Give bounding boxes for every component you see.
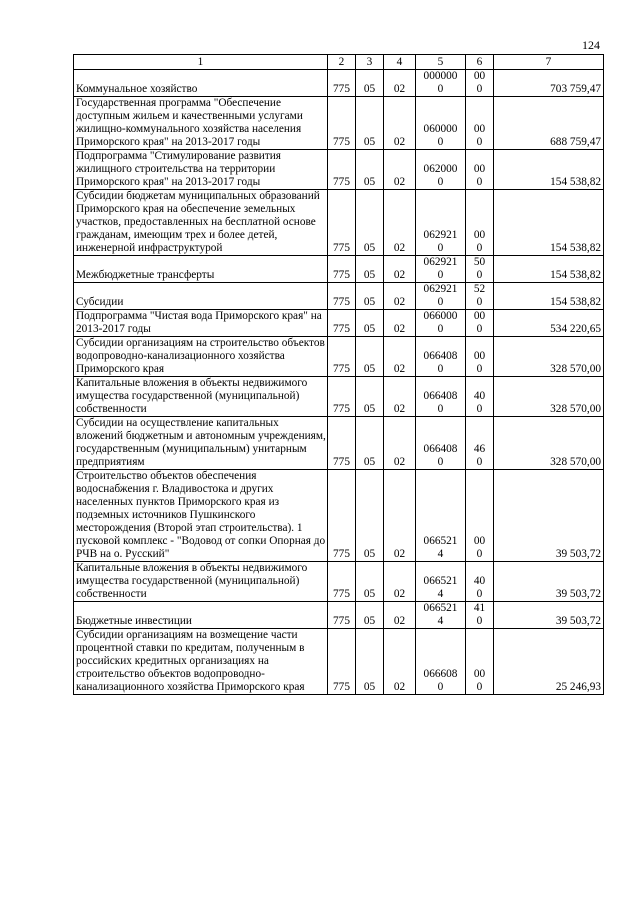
row-name: Субсидии организациям на строительство объектов водопроводно-канализационного хозяйства Приморского края xyxy=(74,337,328,377)
row-section-code: 05 xyxy=(356,256,384,283)
header-col-5: 5 xyxy=(416,55,466,70)
row-subsection-code: 02 xyxy=(384,337,416,377)
row-expense-type: 00 0 xyxy=(466,190,494,256)
header-col-4: 4 xyxy=(384,55,416,70)
header-col-1: 1 xyxy=(74,55,328,70)
row-subsection-code: 02 xyxy=(384,470,416,562)
budget-table xyxy=(73,54,604,695)
header-row xyxy=(74,55,604,70)
row-amount: 39 503,72 xyxy=(494,602,604,629)
row-expense-type: 40 0 xyxy=(466,562,494,602)
row-amount: 154 538,82 xyxy=(494,283,604,310)
row-ministry-code: 775 xyxy=(328,70,356,97)
header-col-7: 7 xyxy=(494,55,604,70)
row-ministry-code: 775 xyxy=(328,629,356,695)
row-target-article: 000000 0 xyxy=(416,70,466,97)
row-subsection-code: 02 xyxy=(384,602,416,629)
row-ministry-code: 775 xyxy=(328,417,356,470)
page-number: 124 xyxy=(582,38,600,52)
row-section-code: 05 xyxy=(356,150,384,190)
row-target-article: 066408 0 xyxy=(416,337,466,377)
row-subsection-code: 02 xyxy=(384,629,416,695)
row-amount: 154 538,82 xyxy=(494,150,604,190)
row-target-article: 066408 0 xyxy=(416,417,466,470)
table-row xyxy=(74,377,604,417)
row-ministry-code: 775 xyxy=(328,256,356,283)
row-name: Субсидии бюджетам муниципальных образований Приморского края на обеспечение земельных участков, предоставленных на бесплатной основе гражданам, имеющим трех и более детей, инженерной инфраструктурой xyxy=(74,190,328,256)
row-target-article: 060000 0 xyxy=(416,97,466,150)
table-row xyxy=(74,337,604,377)
table-row xyxy=(74,97,604,150)
row-section-code: 05 xyxy=(356,562,384,602)
row-target-article: 066408 0 xyxy=(416,377,466,417)
row-amount: 25 246,93 xyxy=(494,629,604,695)
row-name: Капитальные вложения в объекты недвижимого имущества государственной (муниципальной) собственности xyxy=(74,562,328,602)
row-target-article: 066608 0 xyxy=(416,629,466,695)
row-target-article: 062921 0 xyxy=(416,283,466,310)
row-expense-type: 52 0 xyxy=(466,283,494,310)
row-ministry-code: 775 xyxy=(328,377,356,417)
row-ministry-code: 775 xyxy=(328,283,356,310)
row-ministry-code: 775 xyxy=(328,602,356,629)
row-section-code: 05 xyxy=(356,190,384,256)
row-subsection-code: 02 xyxy=(384,190,416,256)
row-expense-type: 00 0 xyxy=(466,337,494,377)
row-section-code: 05 xyxy=(356,283,384,310)
row-ministry-code: 775 xyxy=(328,337,356,377)
table-row xyxy=(74,562,604,602)
row-section-code: 05 xyxy=(356,629,384,695)
row-subsection-code: 02 xyxy=(384,70,416,97)
row-amount: 154 538,82 xyxy=(494,256,604,283)
row-ministry-code: 775 xyxy=(328,150,356,190)
row-name: Субсидии организациям на возмещение части процентной ставки по кредитам, полученным в российских кредитных организациях на строительство объектов водопроводно-канализационного хозяйства Приморского края xyxy=(74,629,328,695)
row-expense-type: 00 0 xyxy=(466,97,494,150)
row-name: Подпрограмма "Стимулирование развития жилищного строительства на территории Приморского края" на 2013-2017 годы xyxy=(74,150,328,190)
row-name: Субсидии xyxy=(74,283,328,310)
row-section-code: 05 xyxy=(356,337,384,377)
row-name: Бюджетные инвестиции xyxy=(74,602,328,629)
row-subsection-code: 02 xyxy=(384,256,416,283)
row-section-code: 05 xyxy=(356,417,384,470)
row-name: Строительство объектов обеспечения водоснабжения г. Владивостока и других населенных пунктов Приморского края из подземных источников Пушкинского месторождения (Второй этап строительства). 1 пусковой комплекс - "Водовод от сопки Опорная до РЧВ на о. Русский" xyxy=(74,470,328,562)
row-section-code: 05 xyxy=(356,70,384,97)
row-name: Капитальные вложения в объекты недвижимого имущества государственной (муниципальной) собственности xyxy=(74,377,328,417)
row-subsection-code: 02 xyxy=(384,283,416,310)
row-ministry-code: 775 xyxy=(328,97,356,150)
table-row xyxy=(74,310,604,337)
row-target-article: 062921 0 xyxy=(416,190,466,256)
row-expense-type: 00 0 xyxy=(466,150,494,190)
table-row xyxy=(74,70,604,97)
header-col-6: 6 xyxy=(466,55,494,70)
row-target-article: 066000 0 xyxy=(416,310,466,337)
table-row xyxy=(74,150,604,190)
row-section-code: 05 xyxy=(356,97,384,150)
row-ministry-code: 775 xyxy=(328,190,356,256)
row-expense-type: 00 0 xyxy=(466,629,494,695)
row-expense-type: 00 0 xyxy=(466,470,494,562)
row-subsection-code: 02 xyxy=(384,310,416,337)
table-row xyxy=(74,190,604,256)
row-name: Государственная программа "Обеспечение доступным жильем и качественными услугами жилищно-коммунального хозяйства населения Приморского края" на 2013-2017 годы xyxy=(74,97,328,150)
row-subsection-code: 02 xyxy=(384,562,416,602)
row-expense-type: 41 0 xyxy=(466,602,494,629)
row-section-code: 05 xyxy=(356,470,384,562)
row-name: Субсидии на осуществление капитальных вложений бюджетным и автономным учреждениям, государственным (муниципальным) унитарным предприятиям xyxy=(74,417,328,470)
row-target-article: 062000 0 xyxy=(416,150,466,190)
row-section-code: 05 xyxy=(356,377,384,417)
row-name: Коммунальное хозяйство xyxy=(74,70,328,97)
table-row xyxy=(74,256,604,283)
table-row xyxy=(74,283,604,310)
row-expense-type: 50 0 xyxy=(466,256,494,283)
row-amount: 328 570,00 xyxy=(494,337,604,377)
row-section-code: 05 xyxy=(356,602,384,629)
row-target-article: 066521 4 xyxy=(416,562,466,602)
row-subsection-code: 02 xyxy=(384,377,416,417)
table-row xyxy=(74,470,604,562)
table-row xyxy=(74,417,604,470)
row-subsection-code: 02 xyxy=(384,150,416,190)
row-expense-type: 46 0 xyxy=(466,417,494,470)
row-subsection-code: 02 xyxy=(384,417,416,470)
row-amount: 534 220,65 xyxy=(494,310,604,337)
row-section-code: 05 xyxy=(356,310,384,337)
row-amount: 154 538,82 xyxy=(494,190,604,256)
header-col-2: 2 xyxy=(328,55,356,70)
row-amount: 328 570,00 xyxy=(494,417,604,470)
row-ministry-code: 775 xyxy=(328,562,356,602)
row-ministry-code: 775 xyxy=(328,470,356,562)
row-name: Подпрограмма "Чистая вода Приморского края" на 2013-2017 годы xyxy=(74,310,328,337)
row-name: Межбюджетные трансферты xyxy=(74,256,328,283)
row-amount: 39 503,72 xyxy=(494,470,604,562)
row-target-article: 066521 4 xyxy=(416,602,466,629)
row-subsection-code: 02 xyxy=(384,97,416,150)
table-row xyxy=(74,629,604,695)
row-expense-type: 40 0 xyxy=(466,377,494,417)
row-target-article: 062921 0 xyxy=(416,256,466,283)
row-expense-type: 00 0 xyxy=(466,70,494,97)
row-amount: 703 759,47 xyxy=(494,70,604,97)
table-row xyxy=(74,602,604,629)
row-amount: 328 570,00 xyxy=(494,377,604,417)
row-ministry-code: 775 xyxy=(328,310,356,337)
row-amount: 39 503,72 xyxy=(494,562,604,602)
row-expense-type: 00 0 xyxy=(466,310,494,337)
header-col-3: 3 xyxy=(356,55,384,70)
row-amount: 688 759,47 xyxy=(494,97,604,150)
row-target-article: 066521 4 xyxy=(416,470,466,562)
